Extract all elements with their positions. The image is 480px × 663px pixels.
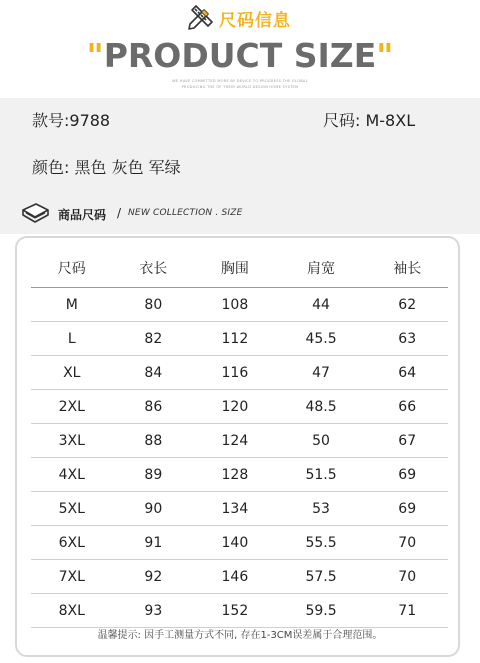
cell-chest: 128 xyxy=(194,458,276,492)
cell-sleeve: 70 xyxy=(366,526,448,560)
cell-sleeve: 66 xyxy=(366,390,448,424)
cell-length: 93 xyxy=(113,594,195,628)
cell-chest: 140 xyxy=(194,526,276,560)
cell-length: 86 xyxy=(113,390,195,424)
cell-sleeve: 63 xyxy=(366,322,448,356)
cell-sleeve: 69 xyxy=(366,458,448,492)
table-row xyxy=(31,288,448,322)
cell-shoulder: 55.5 xyxy=(276,526,367,560)
size-table xyxy=(31,249,448,628)
cell-size: L xyxy=(31,322,113,356)
cell-shoulder: 44 xyxy=(276,288,367,322)
cell-chest: 124 xyxy=(194,424,276,458)
cell-length: 92 xyxy=(113,560,195,594)
header-length: 衣长 xyxy=(113,249,195,288)
section-title-en: NEW COLLECTION . SIZE xyxy=(128,208,243,218)
close-quote: " xyxy=(376,36,394,75)
cell-sleeve: 67 xyxy=(366,424,448,458)
cell-length: 89 xyxy=(113,458,195,492)
cell-sleeve: 64 xyxy=(366,356,448,390)
header-size: 尺码 xyxy=(31,249,113,288)
table-row xyxy=(31,322,448,356)
table-row xyxy=(31,424,448,458)
cell-length: 82 xyxy=(113,322,195,356)
pencil-ruler-icon xyxy=(186,4,214,32)
book-icon xyxy=(20,202,50,224)
cell-size: XL xyxy=(31,356,113,390)
cell-size: 6XL xyxy=(31,526,113,560)
table-row xyxy=(31,356,448,390)
product-size-title xyxy=(0,36,480,75)
cell-length: 80 xyxy=(113,288,195,322)
section-title-cn: 商品尺码 xyxy=(58,208,107,222)
cell-sleeve: 69 xyxy=(366,492,448,526)
cell-length: 90 xyxy=(113,492,195,526)
cell-shoulder: 51.5 xyxy=(276,458,367,492)
cell-shoulder: 48.5 xyxy=(276,390,367,424)
table-row xyxy=(31,560,448,594)
cell-shoulder: 57.5 xyxy=(276,560,367,594)
cell-size: M xyxy=(31,288,113,322)
cell-length: 88 xyxy=(113,424,195,458)
color-options: 颜色: 黑色 灰色 军绿 xyxy=(32,158,181,177)
header xyxy=(0,0,480,98)
header-sleeve: 袖长 xyxy=(366,249,448,288)
table-header-row xyxy=(31,249,448,288)
size-range: 尺码: M-8XL xyxy=(323,111,416,130)
measurement-tip: 温馨提示: 因手工测量方式不同, 存在1-3CM误差属于合理范围。 xyxy=(97,630,383,641)
cell-chest: 108 xyxy=(194,288,276,322)
header-chest: 胸围 xyxy=(194,249,276,288)
size-info-title: 尺码信息 xyxy=(219,11,291,31)
cell-shoulder: 59.5 xyxy=(276,594,367,628)
header-shoulder: 肩宽 xyxy=(276,249,367,288)
cell-chest: 134 xyxy=(194,492,276,526)
cell-sleeve: 71 xyxy=(366,594,448,628)
section-separator: / xyxy=(117,206,122,220)
cell-sleeve: 62 xyxy=(366,288,448,322)
style-number: 款号:9788 xyxy=(32,111,111,130)
cell-length: 91 xyxy=(113,526,195,560)
product-size-text: PRODUCT SIZE xyxy=(103,36,377,75)
table-row xyxy=(31,492,448,526)
cell-shoulder: 45.5 xyxy=(276,322,367,356)
cell-chest: 112 xyxy=(194,322,276,356)
cell-size: 7XL xyxy=(31,560,113,594)
tiny-tagline-1: WE HAVE COMMITTED MORE BY DEVICE TO PROGRESS THE GLOBAL xyxy=(172,79,308,83)
cell-shoulder: 53 xyxy=(276,492,367,526)
cell-size: 5XL xyxy=(31,492,113,526)
cell-size: 8XL xyxy=(31,594,113,628)
table-row xyxy=(31,594,448,628)
cell-chest: 146 xyxy=(194,560,276,594)
tiny-tagline-2: PRODUCING THE OF THEIR WORLD DESIGN HOME SYSTEM xyxy=(181,85,299,89)
table-row xyxy=(31,458,448,492)
open-quote: " xyxy=(86,36,104,75)
cell-shoulder: 47 xyxy=(276,356,367,390)
cell-chest: 116 xyxy=(194,356,276,390)
cell-shoulder: 50 xyxy=(276,424,367,458)
cell-sleeve: 70 xyxy=(366,560,448,594)
cell-size: 4XL xyxy=(31,458,113,492)
table-row xyxy=(31,526,448,560)
cell-chest: 152 xyxy=(194,594,276,628)
cell-size: 2XL xyxy=(31,390,113,424)
cell-size: 3XL xyxy=(31,424,113,458)
cell-length: 84 xyxy=(113,356,195,390)
cell-chest: 120 xyxy=(194,390,276,424)
table-row xyxy=(31,390,448,424)
